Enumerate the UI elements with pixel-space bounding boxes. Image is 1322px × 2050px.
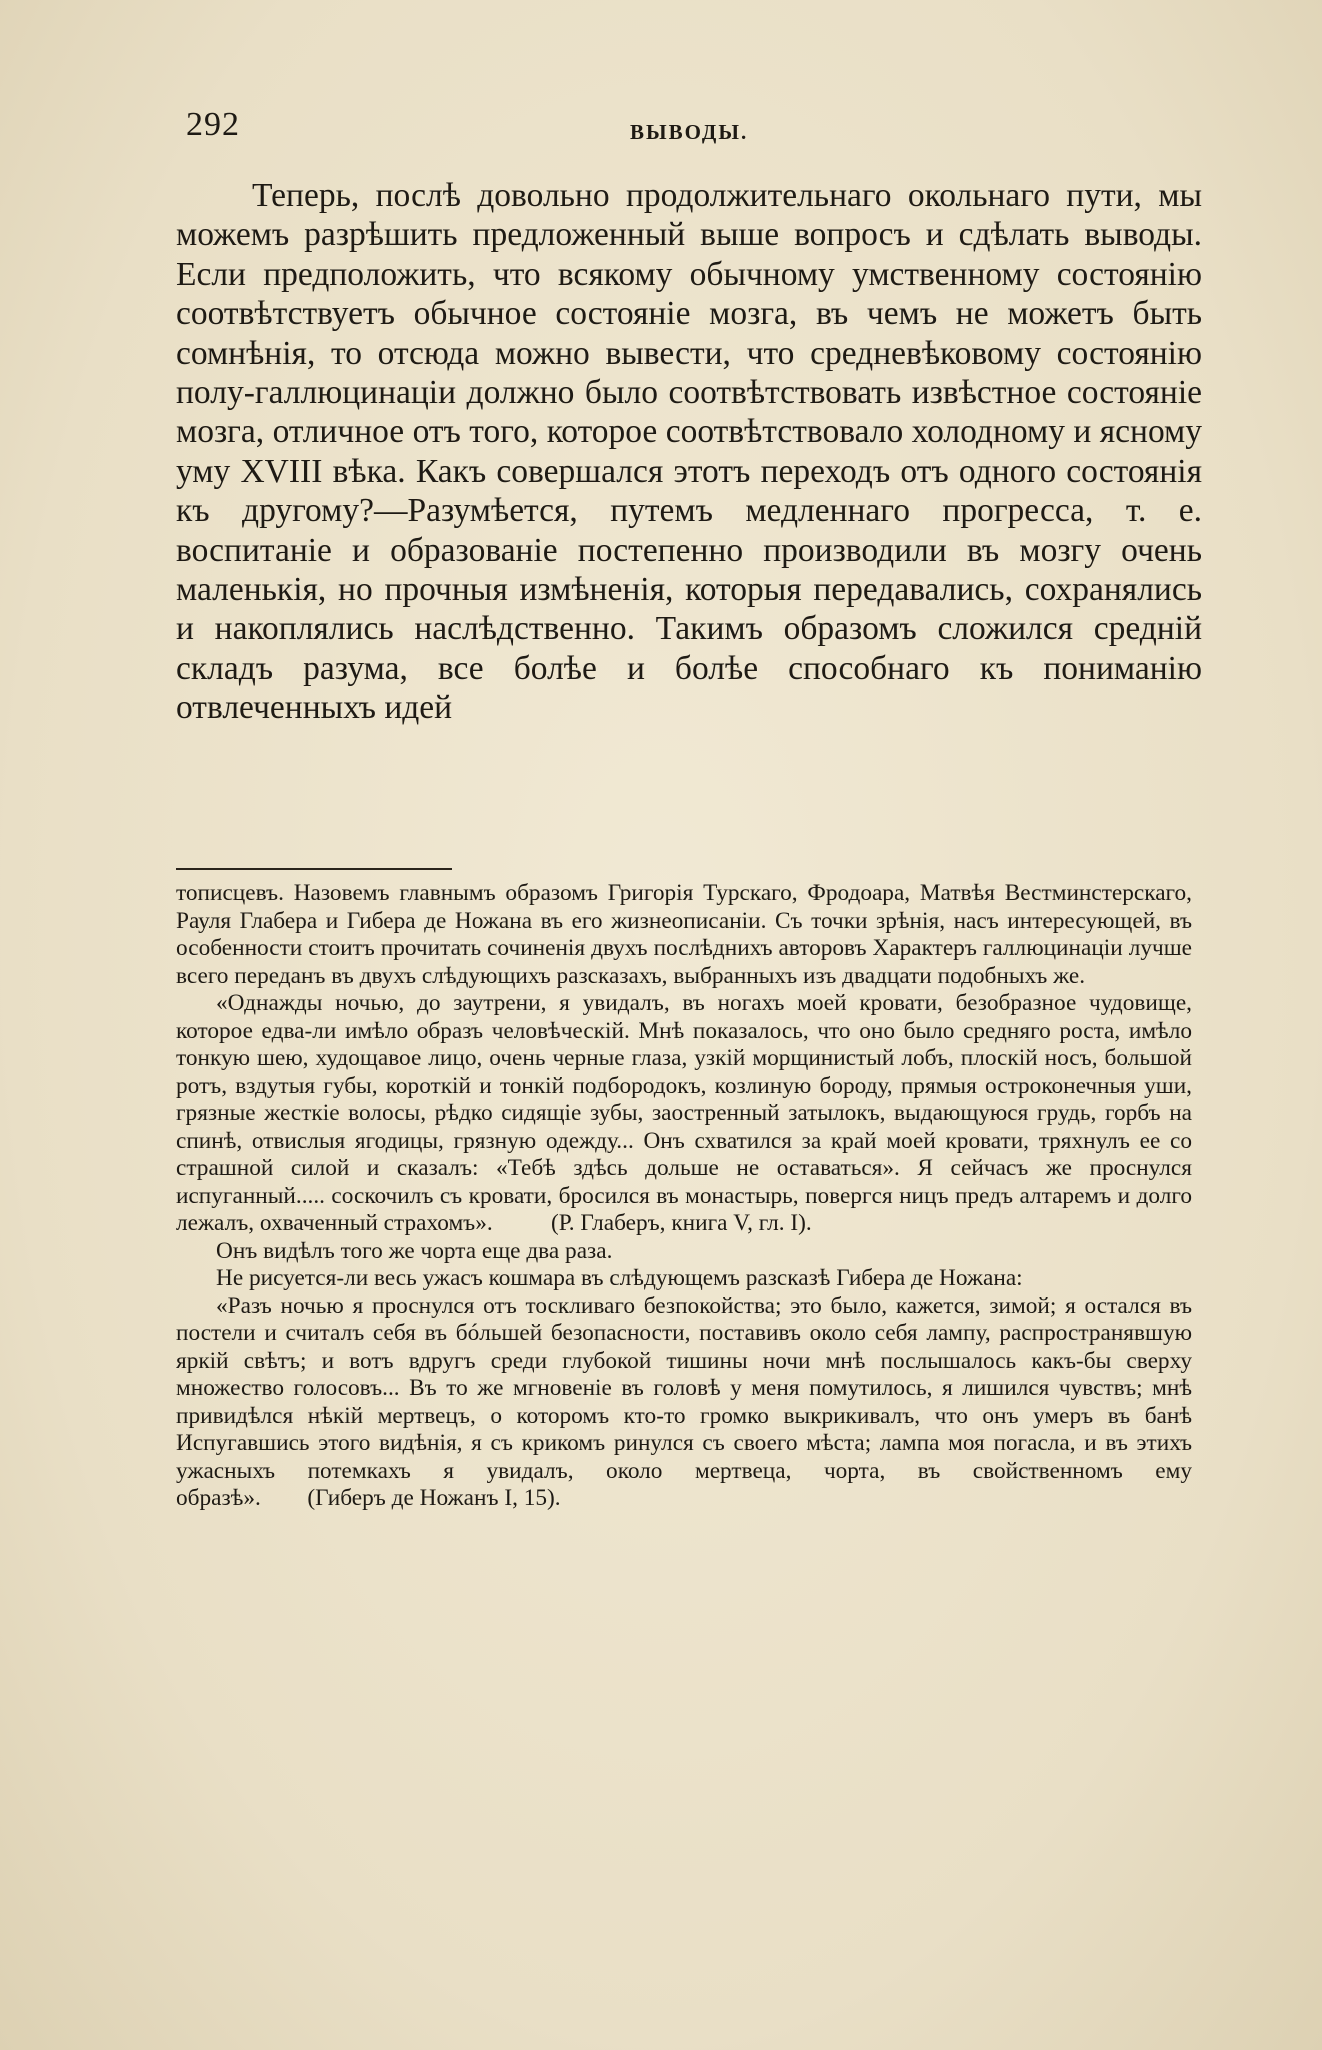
footnote-divider: [176, 868, 452, 870]
quote-text: «Разъ ночью я проснулся отъ тоскливаго безпокойства; это было, кажется, зимой; я остался въ постели и считалъ себя въ бóльшей безопасности, поставивъ около себя лампу, распространявшую яркій свѣтъ; и вотъ вдругъ среди глубокой тишины ночи мнѣ послышалось какъ-бы сверху множество голосовъ... Въ то же мгновеніе въ головѣ у меня помутилось, я лишился чувствъ; мнѣ привидѣлся нѣкій мертвецъ, о которомъ кто-то громко выкрикивалъ, что онъ умеръ въ банѣ Испугавшись этого видѣнія, я съ крикомъ ринулся съ своего мѣста; лампа моя погасла, и въ этихъ ужасныхъ потемкахъ я увидалъ, около мертвеца, чорта, въ свойственномъ ему образѣ».: [176, 1292, 1192, 1511]
footnote-remark: Онъ видѣлъ того же чорта еще два раза.: [216, 1237, 613, 1264]
main-paragraph: Теперь, послѣ довольно продолжительнаго окольнаго пути, мы можемъ разрѣшить предложенный выше вопросъ и сдѣлать выводы. Если предположить, что всякому обычному умственному состоянію соотвѣтствуетъ обычное состояніе мозга, въ чемъ не можетъ быть сомнѣнія, то отсюда можно вывести, что средневѣковому состоянію полу-галлюцинаціи должно было соотвѣтствовать извѣстное состояніе мозга, отличное отъ того, которое соотвѣтствовало холодному и ясному уму XVIII вѣка. Какъ совершался этотъ переходъ отъ одного состоянія къ другому?—Разумѣется, путемъ медленнаго прогресса, т. е. воспитаніе и образованіе постепенно производили въ мозгу очень маленькія, но прочныя измѣненія, которыя передавались, сохранялись и накоплялись наслѣдственно. Такимъ образомъ сложился средній складъ разума, все болѣе и болѣе способнаго къ пониманію отвлеченныхъ идей: [176, 177, 1202, 727]
footnote-continuation: тописцевъ. Назовемъ главнымъ образомъ Григорія Турскаго, Фродоара, Матвѣя Вестминстерскаго, Рауля Глабера и Гибера де Ножана въ его жизнеописаніи. Съ точки зрѣнія, насъ интересующей, въ особенности стоитъ прочитать сочиненія двухъ послѣднихъ авторовъ Характеръ галлюцинаціи лучше всего переданъ въ двухъ слѣдующихъ разсказахъ, выбранныхъ изъ двадцати подобныхъ же.: [176, 880, 1192, 989]
footnote-quote-guibert: [176, 1293, 1192, 1513]
page-number: 292: [186, 106, 240, 143]
footnotes: [176, 880, 1192, 1513]
quote-text: «Однажды ночью, до заутрени, я увидалъ, въ ногахъ моей кровати, безобразное чудовище, которое едва-ли имѣло образъ человѣческій. Мнѣ показалось, что оно было средняго роста, имѣло тонкую шею, худощавое лицо, очень черные глаза, узкій морщинистый лобъ, плоскій носъ, большой ротъ, вздутыя губы, короткій и тонкій подбородокъ, козлиную бороду, прямыя остроконечныя уши, грязные жесткіе волосы, рѣдко сидящіе зубы, заостренный затылокъ, выдающуюся грудь, горбъ на спинѣ, отвислыя ягодицы, грязную одежду... Онъ схватился за край моей кровати, тряхнулъ ее со страшной силой и сказалъ: «Тебѣ здѣсь дольше не оставаться». Я сейчасъ же проснулся испуганный..... соскочилъ съ кровати, бросился въ монастырь, повергся ницъ предъ алтаремъ и долго лежалъ, охваченный страхомъ».: [176, 990, 1192, 1236]
page-header: [186, 106, 1066, 150]
quote-source: (Гиберъ де Ножанъ I, 15).: [307, 1485, 561, 1511]
running-head: ВЫВОДЫ.: [630, 120, 749, 144]
footnote-question: Не рисуется-ли весь ужасъ кошмара въ слѣдующемъ разсказѣ Гибера де Ножана:: [216, 1265, 1023, 1291]
footnote-quote-glaber: [176, 990, 1192, 1238]
quote-source: (Р. Глаберъ, книга V, гл. I).: [550, 1210, 812, 1236]
